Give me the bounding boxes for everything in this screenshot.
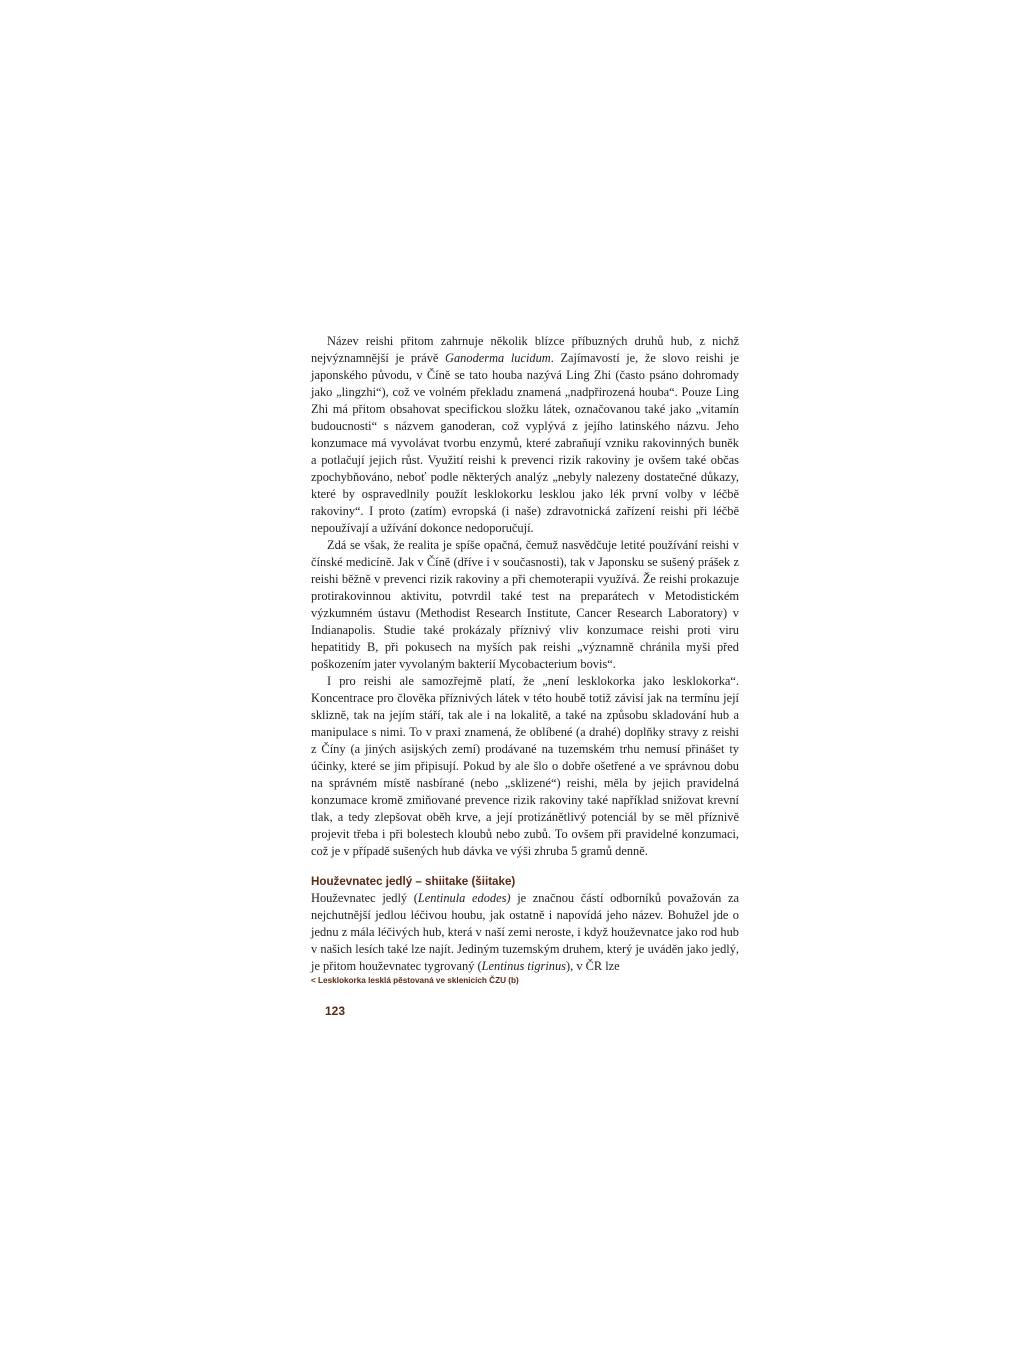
paragraph-2: Zdá se však, že realita je spíše opačná, čemuž nasvědčuje letité používání reishi v čínské medicíně. Jak v Číně (dříve i v současnosti), tak v Japonsku se sušený prášek z reishi běžně v prevenci rizik rakoviny a při chemoterapii využívá. Že reishi prokazuje protirakovinnou aktivitu, potvrdil také test na preparátech v Metodistickém výzkumném ústavu (Methodist Research Institute, Cancer Research Laboratory) v Indianapolis. Studie také prokázaly příznivý vliv konzumace reishi proti viru hepatitidy B, při pokusech na myších pak reishi „významně chránila myši před poškozením jater vyvolaným bakterií Mycobacterium bovis“.	[311, 538, 739, 671]
section-heading: Houževnatec jedlý – shiitake (šiitake)	[311, 875, 516, 888]
paragraph-1-text-a: Název reishi přitom zahrnuje několik blízce příbuzných druhů hub, z nichž nejvýznamnější je právě	[311, 334, 739, 365]
figure-caption: < Lesklokorka lesklá pěstovaná ve sklenicích ČZU (b)	[311, 976, 519, 985]
main-text	[311, 333, 739, 975]
page-number: 123	[325, 1004, 346, 1018]
paragraph-3: I pro reishi ale samozřejmě platí, že „není lesklokorka jako lesklokorka“. Koncentrace pro člověka příznivých látek v této houbě totiž závisí jak na termínu její sklizně, tak na jejím stáří, tak ale i na lokalitě, a také na způsobu skladování hub a manipulace s nimi. To v praxi znamená, že oblíbené (a drahé) doplňky stravy z reishi z Číny (a jiných asijských zemí) prodávané na tuzemském trhu nemusí přinášet ty účinky, které se jim připisují. Pokud by ale šlo o dobře ošetřené a ve správnou dobu na správném místě nasbírané (nebo „sklizené“) reishi, měla by jejich pravidelná konzumace kromě zmiňované prevence rizik rakoviny také například snižovat krevní tlak, a tedy zlepšovat oběh krve, a její protizánětlivý potenciál by se měl příznivě projevit třeba i při bolestech kloubů nebo zubů. To ovšem při pravidelné konzumaci, což je v případě sušených hub dávka ve výši zhruba 5 gramů denně.	[311, 674, 739, 858]
paragraph-1	[311, 333, 739, 537]
paragraph-4-text-a: Houževnatec jedlý (	[311, 891, 418, 905]
paragraph-1-species-name: Ganoderma lucidum	[445, 351, 551, 365]
paragraph-4	[311, 890, 739, 975]
paragraph-4-species-name-2: Lentinus tigrinus	[481, 959, 566, 973]
paragraph-4-text-c: ), v ČR lze	[566, 959, 620, 973]
paragraph-4-species-name-1: Lentinula edodes)	[417, 891, 511, 905]
paragraph-1-text-b: . Zajímavostí je, že slovo reishi je japonského původu, v Číně se tato houba nazývá Ling Zhi (často psáno dohromady jako „lingzhi“), což ve volném překladu znamená „nadpřirozená houba“. Pouze Ling Zhi má přitom obsahovat specifickou složku látek, označovanou také jako „vitamín budoucnosti“ s názvem ganoderan, což vyplývá z jejího latinského názvu. Jeho konzumace má vyvolávat tvorbu enzymů, které zabraňují vzniku rakovinných buněk a potlačují jejich růst. Využití reishi k prevenci rizik rakoviny je ovšem také občas zpochybňováno, neboť podle některých analýz „nebyly nalezeny dostatečné důkazy, které by ospravedlnily použít lesklokorku lesklou jako lék první volby v léčbě rakoviny“. I proto (zatím) evropská (i naše) zdravotnická zařízení reishi při léčbě nepoužívají a užívání dokonce nedoporučují.	[311, 351, 740, 535]
paragraph-4-text-b: je značnou částí odborníků považován za nejchutnější jedlou léčivou houbu, jak ostatně i napovídá jeho název. Bohužel jde o jednu z mála léčivých hub, která v naší zemi neroste, i když houževnatce jako rod hub v našich lesích také lze najít. Jediným tuzemským druhem, který je uváděn jako jedlý, je přitom houževnatec tygrovaný (	[311, 891, 739, 973]
